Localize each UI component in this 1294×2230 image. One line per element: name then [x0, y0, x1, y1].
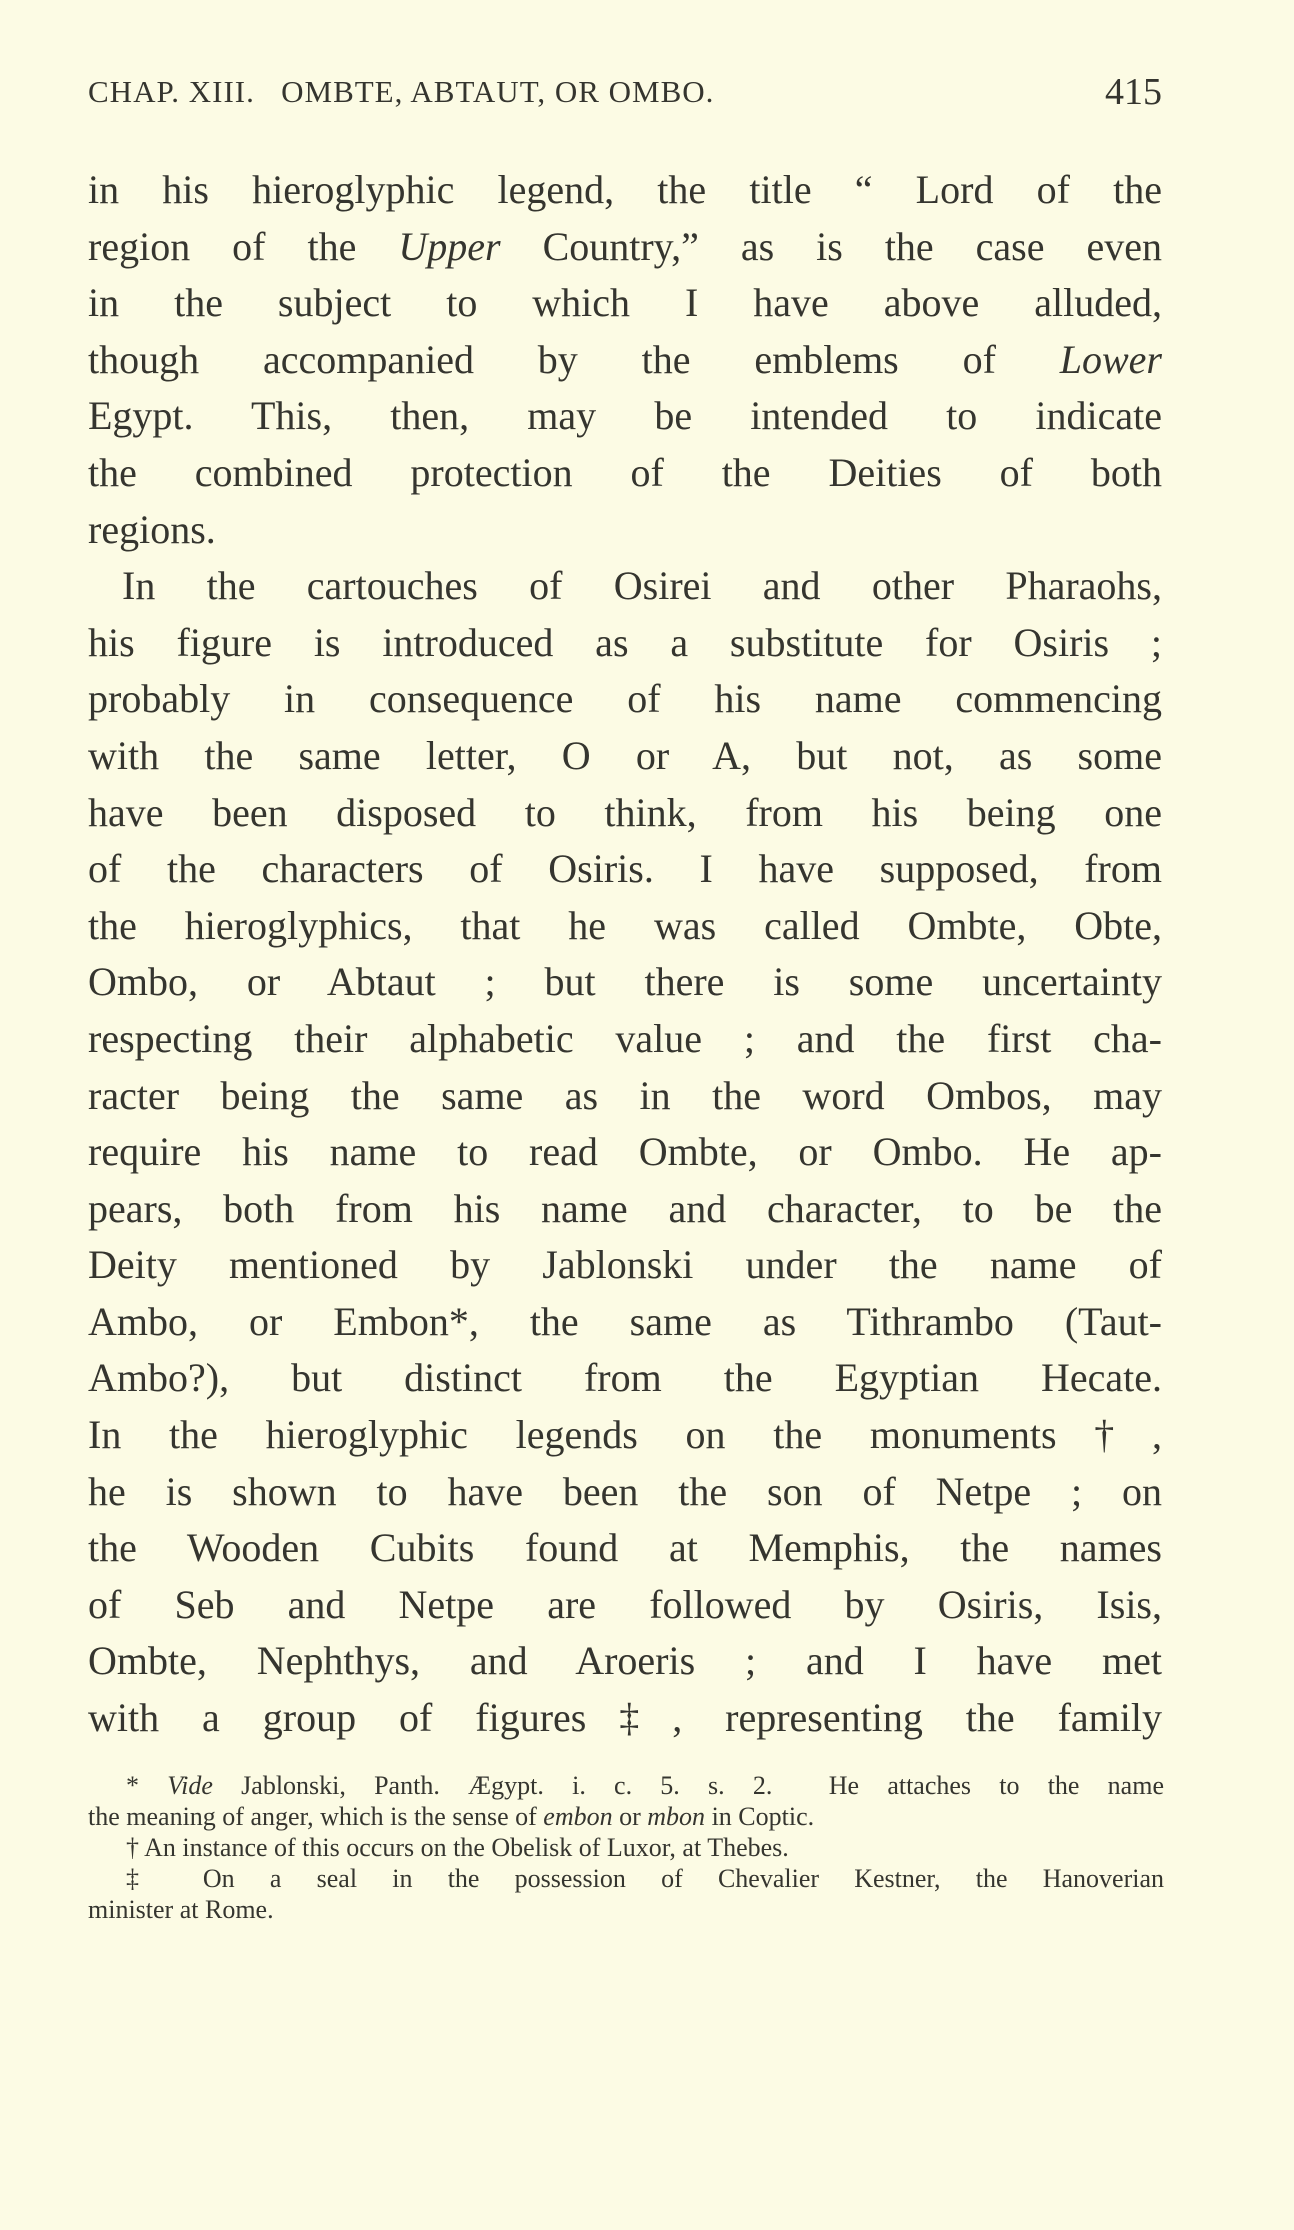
text-run: regions.: [88, 506, 216, 552]
footnote-line: [88, 1801, 1164, 1832]
text-run: *: [126, 1771, 168, 1800]
text-line: [88, 1407, 1162, 1464]
text-line: [88, 332, 1162, 389]
text-run: with the same letter, O or A, but not, as some: [88, 732, 1162, 778]
text-line: [88, 219, 1162, 276]
italic-text: Lower: [1059, 336, 1162, 382]
text-run: † An instance of this occurs on the Obelisk of Luxor, at Thebes.: [126, 1833, 789, 1862]
text-run: with a group of figures‡, representing the family: [88, 1695, 1162, 1741]
text-run: or: [612, 1802, 648, 1831]
text-run: in his hieroglyphic legend, the title “ Lord of the: [88, 167, 1162, 212]
text-line: [88, 1068, 1162, 1125]
text-line: [88, 1350, 1162, 1407]
body-text: [88, 162, 1162, 1747]
text-run: Egypt. This, then, may be intended to indicate: [88, 393, 1162, 439]
text-line: [88, 1181, 1162, 1238]
running-title: CHAP. XIII. OMBTE, ABTAUT, OR OMBO.: [88, 74, 715, 109]
text-line: [88, 162, 1162, 219]
text-run: have been disposed to think, from his being one: [88, 789, 1162, 835]
text-run: he is shown to have been the son of Netpe ; on: [88, 1468, 1162, 1514]
text-run: Country,” as is the case even: [500, 223, 1162, 269]
text-line: [88, 1577, 1162, 1634]
text-line: [88, 1124, 1162, 1181]
text-line: [88, 1294, 1162, 1351]
text-run: region of the: [88, 223, 399, 269]
text-run: of Seb and Netpe are followed by Osiris, Isis,: [88, 1581, 1162, 1627]
text-run: In the cartouches of Osirei and other Pharaohs,: [122, 563, 1162, 609]
text-line: [88, 275, 1162, 332]
text-run: Ombte, Nephthys, and Aroeris ; and I have met: [88, 1638, 1162, 1684]
text-line: [88, 445, 1162, 502]
footnote-line: [88, 1863, 1164, 1894]
text-run: Ambo?), but distinct from the Egyptian Hecate.: [88, 1355, 1162, 1401]
footnotes: [88, 1770, 1164, 1925]
running-header: [88, 71, 1162, 114]
italic-text: embon: [543, 1802, 613, 1831]
text-run: Ambo, or Embon*, the same as Tithrambo (Taut-: [88, 1298, 1162, 1344]
text-run: the combined protection of the Deities of both: [88, 449, 1162, 495]
text-line: [88, 388, 1162, 445]
text-run: racter being the same as in the word Ombos, may: [88, 1072, 1162, 1118]
italic-text: Vide: [167, 1771, 213, 1800]
text-line: [88, 1520, 1162, 1577]
text-run: probably in consequence of his name commencing: [88, 676, 1162, 722]
footnote-line: [88, 1832, 1164, 1863]
text-line: [88, 728, 1162, 785]
text-line: [88, 1464, 1162, 1521]
text-run: the Wooden Cubits found at Memphis, the names: [88, 1525, 1162, 1571]
text-line: [88, 671, 1162, 728]
text-line: [88, 558, 1162, 615]
text-line: [88, 1633, 1162, 1690]
text-run: Ombo, or Abtaut ; but there is some uncertainty: [88, 959, 1162, 1005]
text-line: [88, 898, 1162, 955]
text-line: [88, 615, 1162, 672]
italic-text: Upper: [398, 223, 501, 269]
text-run: the hieroglyphics, that he was called Ombte, Obte,: [88, 902, 1162, 948]
italic-text: mbon: [647, 1802, 706, 1831]
text-run: in the subject to which I have above alluded,: [88, 280, 1162, 326]
footnote-line: [88, 1894, 1164, 1925]
text-run: ‡ On a seal in the possession of Chevalier Kestner, the Hanoverian: [126, 1864, 1164, 1893]
text-line: [88, 1237, 1162, 1294]
text-run: In the hieroglyphic legends on the monuments†,: [88, 1412, 1162, 1458]
page-number: 415: [1105, 71, 1162, 113]
text-run: his figure is introduced as a substitute for Osiris ;: [88, 619, 1162, 665]
text-line: [88, 785, 1162, 842]
text-line: [88, 954, 1162, 1011]
footnote-line: [88, 1770, 1164, 1801]
text-run: require his name to read Ombte, or Ombo. He ap-: [88, 1129, 1162, 1175]
text-run: respecting their alphabetic value ; and the first cha-: [88, 1015, 1162, 1061]
text-run: in Coptic.: [705, 1802, 815, 1831]
text-line: [88, 841, 1162, 898]
text-line: [88, 502, 1162, 559]
text-run: the meaning of anger, which is the sense of: [88, 1802, 544, 1831]
text-line: [88, 1690, 1162, 1747]
text-run: though accompanied by the emblems of: [88, 336, 1060, 382]
text-run: Jablonski, Panth. Ægypt. i. c. 5. s. 2. He attaches to the name: [212, 1771, 1164, 1800]
text-run: of the characters of Osiris. I have supposed, from: [88, 846, 1162, 892]
text-run: minister at Rome.: [88, 1895, 274, 1924]
text-run: pears, both from his name and character, to be the: [88, 1185, 1162, 1231]
text-run: Deity mentioned by Jablonski under the name of: [88, 1242, 1162, 1288]
text-line: [88, 1011, 1162, 1068]
